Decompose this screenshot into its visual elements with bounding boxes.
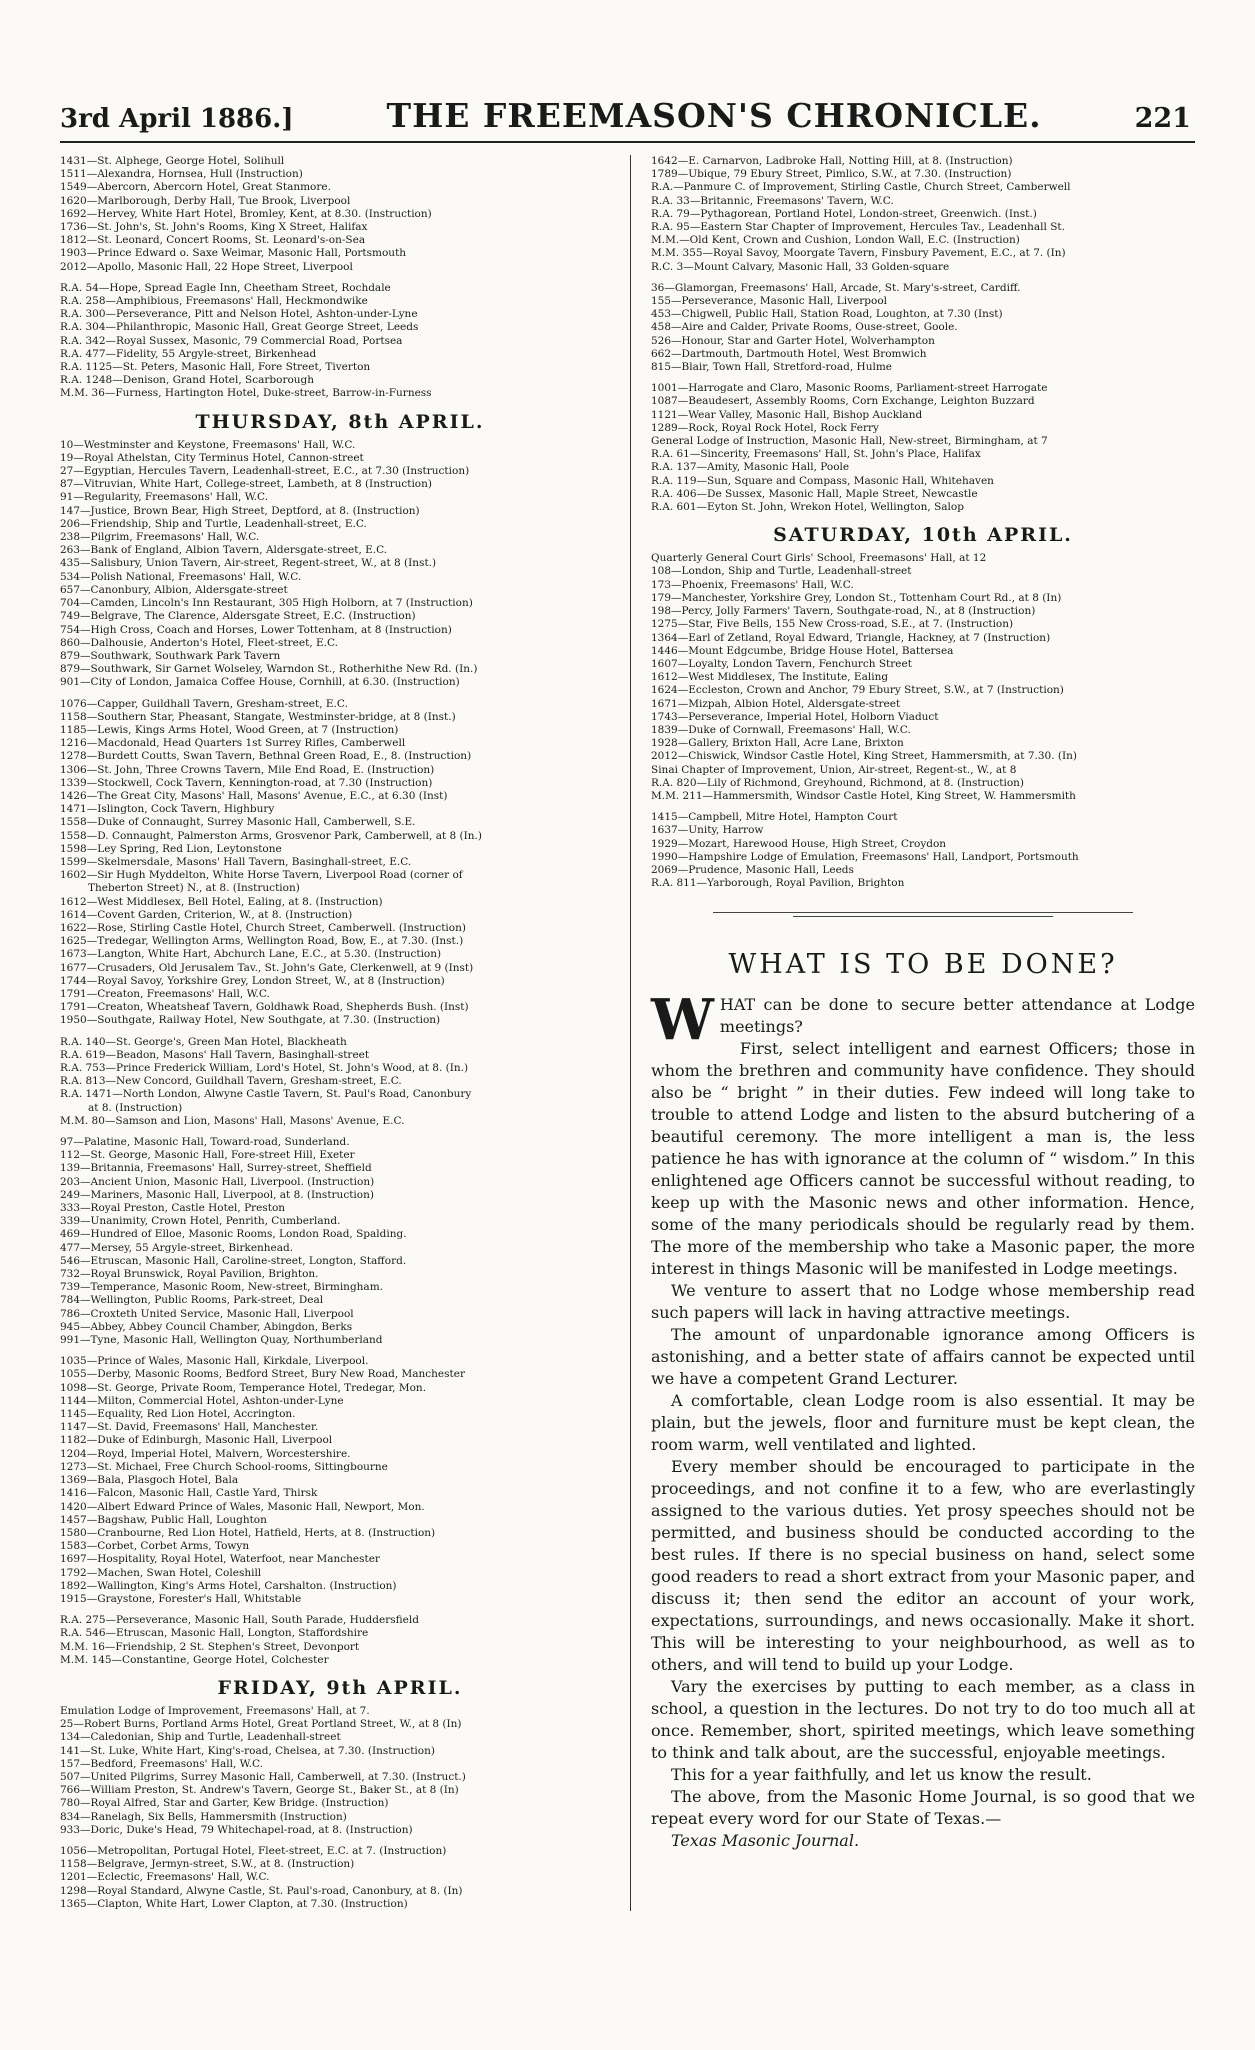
list-item: 1416—Falcon, Masonic Hall, Castle Yard, Thirsk	[60, 1487, 318, 1500]
list-item: 784—Wellington, Public Rooms, Park-street, Deal	[60, 1294, 324, 1307]
list-item: 1158—Southern Star, Pheasant, Stangate, Westminster-bridge, at 8 (Inst.)	[60, 710, 456, 723]
list-item: 933—Doric, Duke's Head, 79 Whitechapel-road, at 8. (Instruction)	[60, 1823, 413, 1836]
friday-continued-list	[651, 155, 1195, 274]
list-item: 834—Ranelagh, Six Bells, Hammersmith (Instruction)	[60, 1810, 347, 1823]
article-paragraph: Vary the exercises by putting to each member, as a class in school, a question in the lectures. Do not try to do too much all at once. Remember, short, spirited meetings, which leave something to think and talk about, are the successful, enjoyable meetings.	[651, 1677, 1195, 1763]
list-item: 1812—St. Leonard, Concert Rooms, St. Leonard's-on-Sea	[60, 234, 366, 247]
list-item: R.A. 95—Eastern Star Chapter of Improvement, Hercules Tav., Leadenhall St.	[651, 221, 1065, 234]
list-item: R.A. 1471—North London, Alwyne Castle Tavern, St. Paul's Road, Canonbury	[60, 1088, 472, 1101]
list-item: 238—Pilgrim, Freemasons' Hall, W.C.	[60, 531, 260, 544]
list-item: M.M. 36—Furness, Hartington Hotel, Duke-street, Barrow-in-Furness	[60, 387, 432, 400]
list-item: 1185—Lewis, Kings Arms Hotel, Wood Green, at 7 (Instruction)	[60, 723, 399, 736]
list-item: 1677—Crusaders, Old Jerusalem Tav., St. John's Gate, Clerkenwell, at 9 (Inst)	[60, 961, 474, 974]
saturday-list	[651, 552, 1195, 803]
list-item: 732—Royal Brunswick, Royal Pavilion, Brighton.	[60, 1268, 319, 1281]
list-item: 1289—Rock, Royal Rock Hotel, Rock Ferry	[651, 421, 879, 434]
list-item: 1598—Ley Spring, Red Lion, Leytonstone	[60, 842, 282, 855]
list-item: 1420—Albert Edward Prince of Wales, Masonic Hall, Newport, Mon.	[60, 1500, 425, 1513]
intro-list	[60, 155, 620, 274]
article-paragraph: Every member should be encouraged to participate in the proceedings, and not confine it to a few, who are everlastingly assigned to the various duties. Yet prosy speeches should not be permitted, and business should be conducted according to the best rules. If there is no special business on hand, select some good readers to read a short extract from your Masonic paper, and discuss it; then send the editor an account of your work, expectations, surroundings, and news occasionally. Make it short. This will be interesting to your neighbourhood, as well as to others, and will tend to build up your Lodge.	[651, 1457, 1195, 1675]
list-item: R.C. 3—Mount Calvary, Masonic Hall, 33 Golden-square	[651, 260, 950, 273]
list-item: R.A. 342—Royal Sussex, Masonic, 79 Commercial Road, Portsea	[60, 334, 403, 347]
list-item: 815—Blair, Town Hall, Stretford-road, Hulme	[651, 361, 892, 374]
list-item: 10—Westminster and Keystone, Freemasons' Hall, W.C.	[60, 438, 356, 451]
list-item: 1789—Ubique, 79 Ebury Street, Pimlico, S.W., at 7.30. (Instruction)	[651, 168, 1012, 181]
list-item: 786—Croxteth United Service, Masonic Hall, Liverpool	[60, 1307, 354, 1320]
list-item: 1549—Abercorn, Abercorn Hotel, Great Stanmore.	[60, 181, 331, 194]
saturday-provincial-list	[651, 811, 1195, 890]
list-item: 198—Percy, Jolly Farmers' Tavern, Southgate-road, N., at 8 (Instruction)	[651, 605, 1036, 618]
list-item: R.A. 753—Prince Frederick William, Lord's Hotel, St. John's Wood, at 8. (In.)	[60, 1062, 469, 1074]
list-item: Sinai Chapter of Improvement, Union, Air-street, Regent-st., W., at 8	[651, 763, 1017, 776]
list-item: at 8. (Instruction)	[88, 1101, 183, 1114]
list-item: 945—Abbey, Abbey Council Chamber, Abingdon, Berks	[60, 1320, 353, 1333]
list-item: 1791—Creaton, Wheatsheaf Tavern, Goldhawk Road, Shepherds Bush. (Inst)	[60, 1001, 469, 1014]
friday-provincial-ra-list	[651, 448, 1195, 514]
thursday-mm-line: M.M. 80—Samson and Lion, Masons' Hall, Masons' Avenue, E.C.	[60, 1114, 405, 1127]
list-item: R.A. 619—Beadon, Masons' Hall Tavern, Basinghall-street	[60, 1048, 370, 1061]
list-item: Quarterly General Court Girls' School, Freemasons' Hall, at 12	[651, 552, 987, 565]
list-item: 91—Regularity, Freemasons' Hall, W.C.	[60, 491, 269, 504]
list-item: 1580—Cranbourne, Red Lion Hotel, Hatfield, Herts, at 8. (Instruction)	[60, 1526, 436, 1539]
list-item: 147—Justice, Brown Bear, High Street, Deptford, at 8. (Instruction)	[60, 504, 420, 517]
list-item: 901—City of London, Jamaica Coffee House, Cornhill, at 6.30. (Instruction)	[60, 676, 460, 689]
issue-date: 3rd April 1886.]	[60, 104, 294, 134]
list-item: 2012—Apollo, Masonic Hall, 22 Hope Street, Liverpool	[60, 260, 353, 273]
list-item: 27—Egyptian, Hercules Tavern, Leadenhall-street, E.C., at 7.30 (Instruction)	[60, 465, 470, 478]
list-item: 526—Honour, Star and Garter Hotel, Wolverhampton	[651, 334, 935, 347]
page-number: 221	[1134, 103, 1191, 134]
article-paragraph: First, select intelligent and earnest Officers; those in whom the brethren and community have confidence. They should also be “ bright ” in their duties. Few indeed will long take to trouble to attend Lodge and listen to the absurd butchering of a beautiful ceremony. The more intelligent a man is, the less patience he has with ignorance at the column of “ wisdom.” In this enlightened age Officers cannot be successful without reading, to keep up with the Masonic news and other information. Hence, some of the many periodicals should be regularly read by them. The more of the membership who take a Masonic paper, the more interest in things Masonic will be manifested in Lodge meetings.	[651, 1039, 1195, 1279]
list-item: 860—Dalhousie, Anderton's Hotel, Fleet-street, E.C.	[60, 636, 339, 649]
list-item: R.A. 61—Sincerity, Freemasons' Hall, St. John's Place, Halifax	[651, 448, 981, 461]
list-item: 203—Ancient Union, Masonic Hall, Liverpool. (Instruction)	[60, 1175, 375, 1188]
list-item: R.A. 33—Britannic, Freemasons' Tavern, W.C.	[651, 194, 894, 207]
list-item: 108—London, Ship and Turtle, Leadenhall-street	[651, 565, 912, 578]
list-item: 780—Royal Alfred, Star and Garter, Kew Bridge. (Instruction)	[60, 1797, 389, 1810]
thursday-london2-list	[60, 698, 620, 1028]
list-item: R.A. 54—Hope, Spread Eagle Inn, Cheetham Street, Rochdale	[60, 281, 391, 294]
list-item: 1599—Skelmersdale, Masons' Hall Tavern, Basinghall-street, E.C.	[60, 855, 412, 868]
thursday-ra-list	[60, 1036, 620, 1115]
list-item: M.M. 145—Constantine, George Hotel, Colchester	[60, 1653, 329, 1666]
list-item: 1098—St. George, Private Room, Temperance Hotel, Tredegar, Mon.	[60, 1381, 427, 1394]
list-item: 19—Royal Athelstan, City Terminus Hotel, Cannon-street	[60, 451, 364, 464]
list-item: 1055—Derby, Masonic Rooms, Bedford Street, Bury New Road, Manchester	[60, 1368, 465, 1381]
list-item: R.A. 601—Eyton St. John, Wrekon Hotel, Wellington, Salop	[651, 501, 964, 514]
list-item: 1744—Royal Savoy, Yorkshire Grey, London Street, W., at 8 (Instruction)	[60, 974, 445, 987]
list-item: 1839—Duke of Cornwall, Freemasons' Hall, W.C.	[651, 723, 911, 736]
masthead	[60, 96, 1195, 141]
left-column	[60, 155, 631, 1911]
list-item: 1614—Covent Garden, Criterion, W., at 8. (Instruction)	[60, 908, 353, 921]
list-item: 458—Aire and Calder, Private Rooms, Ouse-street, Goole.	[651, 321, 958, 334]
thursday-provincial-list	[60, 1136, 620, 1347]
list-item: 249—Mariners, Masonic Hall, Liverpool, at 8. (Instruction)	[60, 1188, 374, 1201]
list-item: 1558—D. Connaught, Palmerston Arms, Grosvenor Park, Camberwell, at 8 (In.)	[60, 829, 482, 842]
list-item: 1511—Alexandra, Hornsea, Hull (Instruction)	[60, 168, 303, 181]
list-item: 1457—Bagshaw, Public Hall, Loughton	[60, 1513, 267, 1526]
list-item: 1642—E. Carnarvon, Ladbroke Hall, Notting Hill, at 8. (Instruction)	[651, 155, 1013, 167]
list-item: R.A. 820—Lily of Richmond, Greyhound, Richmond, at 8. (Instruction)	[651, 776, 1025, 789]
list-item: 87—Vitruvian, White Hart, College-street, Lambeth, at 8 (Instruction)	[60, 478, 432, 491]
list-item: 1216—Macdonald, Head Quarters 1st Surrey Rifles, Camberwell	[60, 737, 406, 750]
list-item: 1736—St. John's, St. John's Rooms, King X Street, Halifax	[60, 221, 368, 234]
list-item: 879—Southwark, Southwark Park Tavern	[60, 649, 281, 662]
list-item: R.A. 1248—Denison, Grand Hotel, Scarborough	[60, 374, 315, 387]
list-item: 1278—Burdett Coutts, Swan Tavern, Bethnal Green Road, E., 8. (Instruction)	[60, 750, 472, 763]
list-item: 1364—Earl of Zetland, Royal Edward, Triangle, Hackney, at 7 (Instruction)	[651, 631, 1051, 644]
list-item: 1583—Corbet, Corbet Arms, Towyn	[60, 1540, 250, 1553]
list-item: 1446—Mount Edgcumbe, Bridge House Hotel, Battersea	[651, 644, 954, 657]
friday-list-2	[60, 1845, 620, 1911]
list-item: 1671—Mizpah, Albion Hotel, Aldersgate-street	[651, 697, 901, 710]
list-item: 1306—St. John, Three Crowns Tavern, Mile End Road, E. (Instruction)	[60, 763, 435, 776]
list-item: 179—Manchester, Yorkshire Grey, London St., Tottenham Court Rd., at 8 (In)	[651, 591, 1062, 604]
list-item: 1087—Beaudesert, Assembly Rooms, Corn Exchange, Leighton Buzzard	[651, 395, 1035, 408]
list-item: 173—Phoenix, Freemasons' Hall, W.C.	[651, 578, 854, 591]
list-item: 1145—Equality, Red Lion Hotel, Accrington.	[60, 1408, 296, 1421]
thursday-provincial2-list	[60, 1355, 620, 1606]
list-item: 739—Temperance, Masonic Room, New-street, Birmingham.	[60, 1281, 383, 1294]
list-item: 1915—Graystone, Forester's Hall, Whitstable	[60, 1592, 302, 1605]
list-item: 1431—St. Alphege, George Hotel, Solihull	[60, 155, 285, 167]
article-paragraph: A comfortable, clean Lodge room is also essential. It may be plain, but the jewels, floor and furniture must be kept clean, the room warm, well ventilated and lighted.	[651, 1391, 1195, 1455]
thursday-london-list	[60, 439, 620, 690]
list-item: 1612—West Middlesex, The Institute, Ealing	[651, 671, 889, 684]
list-item: 1056—Metropolitan, Portugal Hotel, Fleet-street, E.C. at 7. (Instruction)	[60, 1844, 447, 1857]
friday-provincial2-list	[651, 382, 1195, 448]
saturday-heading: SATURDAY, 10th APRIL.	[773, 524, 1073, 547]
list-item: 1158—Belgrave, Jermyn-street, S.W., at 8. (Instruction)	[60, 1858, 355, 1871]
list-item: Emulation Lodge of Improvement, Freemasons' Hall, at 7.	[60, 1704, 370, 1717]
intro-ra-list	[60, 282, 620, 401]
list-item: 141—St. Luke, White Hart, King's-road, Chelsea, at 7.30. (Instruction)	[60, 1744, 435, 1757]
masthead-rule	[60, 141, 1195, 143]
list-item: 1620—Marlborough, Derby Hall, Tue Brook, Liverpool	[60, 194, 351, 207]
list-item: 1369—Bala, Plasgoch Hotel, Bala	[60, 1474, 239, 1487]
list-item: 546—Etruscan, Masonic Hall, Caroline-street, Longton, Stafford.	[60, 1254, 407, 1267]
list-item: 155—Perseverance, Masonic Hall, Liverpool	[651, 295, 888, 308]
list-item: 1637—Unity, Harrow	[651, 824, 764, 837]
thursday-heading: THURSDAY, 8th APRIL.	[195, 410, 485, 433]
list-item: R.A. 477—Fidelity, 55 Argyle-street, Birkenhead	[60, 347, 317, 360]
list-item: R.A. 1125—St. Peters, Masonic Hall, Fore Street, Tiverton	[60, 361, 371, 374]
list-item: 1692—Hervey, White Hart Hotel, Bromley, Kent, at 8.30. (Instruction)	[60, 207, 432, 220]
list-item: 1339—Stockwell, Cock Tavern, Kennington-road, at 7.30 (Instruction)	[60, 776, 433, 789]
list-item: 1426—The Great City, Masons' Hall, Masons' Avenue, E.C., at 6.30 (Inst)	[60, 789, 448, 802]
list-item: 1673—Langton, White Hart, Abchurch Lane, E.C., at 5.30. (Instruction)	[60, 948, 442, 961]
article-paragraph: The amount of unpardonable ignorance among Officers is astonishing, and a better state of affairs cannot be expected until we have a competent Grand Lecturer.	[651, 1325, 1195, 1389]
friday-list	[60, 1705, 620, 1837]
list-item: M.M. 211—Hammersmith, Windsor Castle Hotel, King Street, W. Hammersmith	[651, 789, 1076, 802]
list-item: 1903—Prince Edward o. Saxe Weimar, Masonic Hall, Portsmouth	[60, 247, 407, 260]
list-item: 704—Camden, Lincoln's Inn Restaurant, 305 High Holborn, at 7 (Instruction)	[60, 597, 473, 610]
list-item: R.A. 137—Amity, Masonic Hall, Poole	[651, 461, 850, 474]
article-lead: WHAT can be done to secure better attendance at Lodge meetings?	[651, 987, 1195, 1054]
list-item: 263—Bank of England, Albion Tavern, Aldersgate-street, E.C.	[60, 544, 388, 557]
list-item: 1929—Mozart, Harewood House, High Street, Croydon	[651, 837, 947, 850]
list-item: 1147—St. David, Freemasons' Hall, Manchester.	[60, 1421, 319, 1434]
list-item: 1612—West Middlesex, Bell Hotel, Ealing, at 8. (Instruction)	[60, 895, 383, 908]
list-item: 1625—Tredegar, Wellington Arms, Wellington Road, Bow, E., at 7.30. (Inst.)	[60, 935, 464, 948]
list-item: 1035—Prince of Wales, Masonic Hall, Kirkdale, Liverpool.	[60, 1355, 369, 1368]
article-paragraph: We venture to assert that no Lodge whose membership read such papers will lack in having attractive meetings.	[651, 1281, 1195, 1323]
list-item: 1201—Eclectic, Freemasons' Hall, W.C.	[60, 1871, 270, 1884]
list-item: 749—Belgrave, The Clarence, Aldersgate Street, E.C. (Instruction)	[60, 610, 416, 623]
list-item: 339—Unanimity, Crown Hotel, Penrith, Cumberland.	[60, 1215, 341, 1228]
list-item: 1622—Rose, Stirling Castle Hotel, Church Street, Camberwell. (Instruction)	[60, 921, 466, 934]
list-item: 1792—Machen, Swan Hotel, Coleshill	[60, 1566, 262, 1579]
section-divider	[713, 912, 1133, 913]
list-item: 1365—Clapton, White Hart, Lower Clapton, at 7.30. (Instruction)	[60, 1897, 408, 1910]
list-item: General Lodge of Instruction, Masonic Hall, New-street, Birmingham, at 7	[651, 435, 1048, 448]
list-item: R.A. 140—St. George's, Green Man Hotel, Blackheath	[60, 1035, 347, 1048]
list-item: 766—William Preston, St. Andrew's Tavern, George St., Baker St., at 8 (In)	[60, 1784, 459, 1797]
list-item: 879—Southwark, Sir Garnet Wolseley, Warndon St., Rotherhithe New Rd. (In.)	[60, 663, 478, 676]
list-item: 2069—Prudence, Masonic Hall, Leeds	[651, 863, 854, 876]
friday-heading: FRIDAY, 9th APRIL.	[217, 1676, 463, 1699]
list-item: 1624—Eccleston, Crown and Anchor, 79 Ebury Street, S.W., at 7 (Instruction)	[651, 684, 1064, 697]
list-item: 1298—Royal Standard, Alwyne Castle, St. Paul's-road, Canonbury, at 8. (In)	[60, 1884, 463, 1897]
list-item: 1204—Royd, Imperial Hotel, Malvern, Worcestershire.	[60, 1447, 351, 1460]
list-item: 1273—St. Michael, Free Church School-rooms, Sittingbourne	[60, 1460, 388, 1473]
list-item: 1602—Sir Hugh Myddelton, White Horse Tavern, Liverpool Road (corner of	[60, 869, 463, 882]
list-item: R.A. 304—Philanthropic, Masonic Hall, Great George Street, Leeds	[60, 321, 419, 334]
article-signature: Texas Masonic Journal.	[671, 1831, 860, 1851]
friday-provincial-list	[651, 282, 1195, 374]
list-item: 1928—Gallery, Brixton Hall, Acre Lane, Brixton	[651, 737, 904, 750]
list-item: 657—Canonbury, Albion, Aldersgate-street	[60, 583, 288, 596]
list-item: 1697—Hospitality, Royal Hotel, Waterfoot, near Manchester	[60, 1553, 380, 1566]
list-item: 1182—Duke of Edinburgh, Masonic Hall, Liverpool	[60, 1434, 333, 1447]
list-item: R.A. 546—Etruscan, Masonic Hall, Longton, Staffordshire	[60, 1627, 369, 1640]
list-item: 1558—Duke of Connaught, Surrey Masonic Hall, Camberwell, S.E.	[60, 816, 416, 829]
list-item: 477—Mersey, 55 Argyle-street, Birkenhead.	[60, 1241, 294, 1254]
list-item: 25—Robert Burns, Portland Arms Hotel, Great Portland Street, W., at 8 (In)	[60, 1718, 462, 1731]
list-item: R.A. 406—De Sussex, Masonic Hall, Maple Street, Newcastle	[651, 487, 978, 500]
list-item: 206—Friendship, Ship and Turtle, Leadenhall-street, E.C.	[60, 517, 367, 530]
list-item: 1121—Wear Valley, Masonic Hall, Bishop Auckland	[651, 408, 923, 421]
list-item: 534—Polish National, Freemasons' Hall, W.C.	[60, 570, 302, 583]
list-item: R.A. 300—Perseverance, Pitt and Nelson Hotel, Ashton-under-Lyne	[60, 308, 418, 321]
columns	[60, 155, 1195, 1911]
list-item: 1990—Hampshire Lodge of Emulation, Freemasons' Hall, Landport, Portsmouth	[651, 850, 1079, 863]
list-item: R.A. 79—Pythagorean, Portland Hotel, London-street, Greenwich. (Inst.)	[651, 207, 1037, 220]
list-item: 1607—Loyalty, London Tavern, Fenchurch Street	[651, 657, 912, 670]
list-item: R.A. 813—New Concord, Guildhall Tavern, Gresham-street, E.C.	[60, 1075, 402, 1088]
list-item: 1275—Star, Five Bells, 155 New Cross-road, S.E., at 7. (Instruction)	[651, 618, 1014, 631]
list-item: 2012—Chiswick, Windsor Castle Hotel, King Street, Hammersmith, at 7.30. (In)	[651, 750, 1077, 763]
drop-cap: W	[651, 987, 714, 1054]
list-item: 1950—Southgate, Railway Hotel, New Southgate, at 7.30. (Instruction)	[60, 1014, 441, 1027]
list-item: Theberton Street) N., at 8. (Instruction)	[88, 882, 300, 895]
list-item: 754—High Cross, Coach and Horses, Lower Tottenham, at 8 (Instruction)	[60, 623, 452, 636]
list-item: M.M. 355—Royal Savoy, Moorgate Tavern, Finsbury Pavement, E.C., at 7. (In)	[651, 247, 1066, 260]
list-item: 139—Britannia, Freemasons' Hall, Surrey-street, Sheffield	[60, 1162, 372, 1175]
list-item: R.A. 119—Sun, Square and Compass, Masonic Hall, Whitehaven	[651, 474, 994, 487]
thursday-provincial-ra-list	[60, 1614, 620, 1667]
list-item: 97—Palatine, Masonic Hall, Toward-road, Sunderland.	[60, 1136, 350, 1149]
list-item: 36—Glamorgan, Freemasons' Hall, Arcade, St. Mary's-street, Cardiff.	[651, 281, 1021, 294]
list-item: 991—Tyne, Masonic Hall, Wellington Quay, Northumberland	[60, 1334, 383, 1347]
list-item: R.A.—Panmure C. of Improvement, Stirling Castle, Church Street, Camberwell	[651, 181, 1071, 194]
list-item: 1892—Wallington, King's Arms Hotel, Carshalton. (Instruction)	[60, 1579, 397, 1592]
list-item: 333—Royal Preston, Castle Hotel, Preston	[60, 1202, 286, 1215]
list-item: 1791—Creaton, Freemasons' Hall, W.C.	[60, 987, 270, 1000]
list-item: 1076—Capper, Guildhall Tavern, Gresham-street, E.C.	[60, 697, 348, 710]
list-item: 1743—Perseverance, Imperial Hotel, Holborn Viaduct	[651, 710, 939, 723]
list-item: 469—Hundred of Elloe, Masonic Rooms, London Road, Spalding.	[60, 1228, 407, 1241]
article-paragraph: This for a year faithfully, and let us know the result.	[671, 1765, 1092, 1785]
list-item: R.A. 811—Yarborough, Royal Pavilion, Brighton	[651, 877, 905, 890]
list-item: 1415—Campbell, Mitre Hotel, Hampton Court	[651, 811, 898, 824]
list-item: 453—Chigwell, Public Hall, Station Road, Loughton, at 7.30 (Inst)	[651, 308, 1003, 321]
article	[651, 949, 1195, 1852]
list-item: M.M.—Old Kent, Crown and Cushion, London Wall, E.C. (Instruction)	[651, 234, 1020, 247]
list-item: 112—St. George, Masonic Hall, Fore-street Hill, Exeter	[60, 1149, 355, 1162]
list-item: M.M. 16—Friendship, 2 St. Stephen's Street, Devonport	[60, 1640, 360, 1653]
list-item: 435—Salisbury, Union Tavern, Air-street, Regent-street, W., at 8 (Inst.)	[60, 557, 437, 570]
list-item: 1471—Islington, Cock Tavern, Highbury	[60, 803, 275, 816]
right-column	[645, 155, 1195, 1911]
list-item: R.A. 258—Amphibious, Freemasons' Hall, Heckmondwike	[60, 295, 368, 308]
list-item: 1001—Harrogate and Claro, Masonic Rooms, Parliament-street Harrogate	[651, 382, 1048, 395]
list-item: 507—United Pilgrims, Surrey Masonic Hall, Camberwell, at 7.30. (Instruct.)	[60, 1770, 466, 1783]
list-item: 134—Caledonian, Ship and Turtle, Leadenhall-street	[60, 1731, 341, 1744]
list-item: 662—Dartmouth, Dartmouth Hotel, West Bromwich	[651, 347, 927, 360]
article-paragraph: The above, from the Masonic Home Journal, is so good that we repeat every word for our State of Texas.—	[651, 1787, 1195, 1829]
list-item: 1144—Milton, Commercial Hotel, Ashton-under-Lyne	[60, 1394, 344, 1407]
list-item: 157—Bedford, Freemasons' Hall, W.C.	[60, 1757, 263, 1770]
publication-title: THE FREEMASON'S CHRONICLE.	[386, 96, 1042, 135]
article-body	[651, 1038, 1195, 1830]
article-title: WHAT IS TO BE DONE?	[728, 949, 1118, 981]
list-item: R.A. 275—Perseverance, Masonic Hall, South Parade, Huddersfield	[60, 1614, 419, 1627]
